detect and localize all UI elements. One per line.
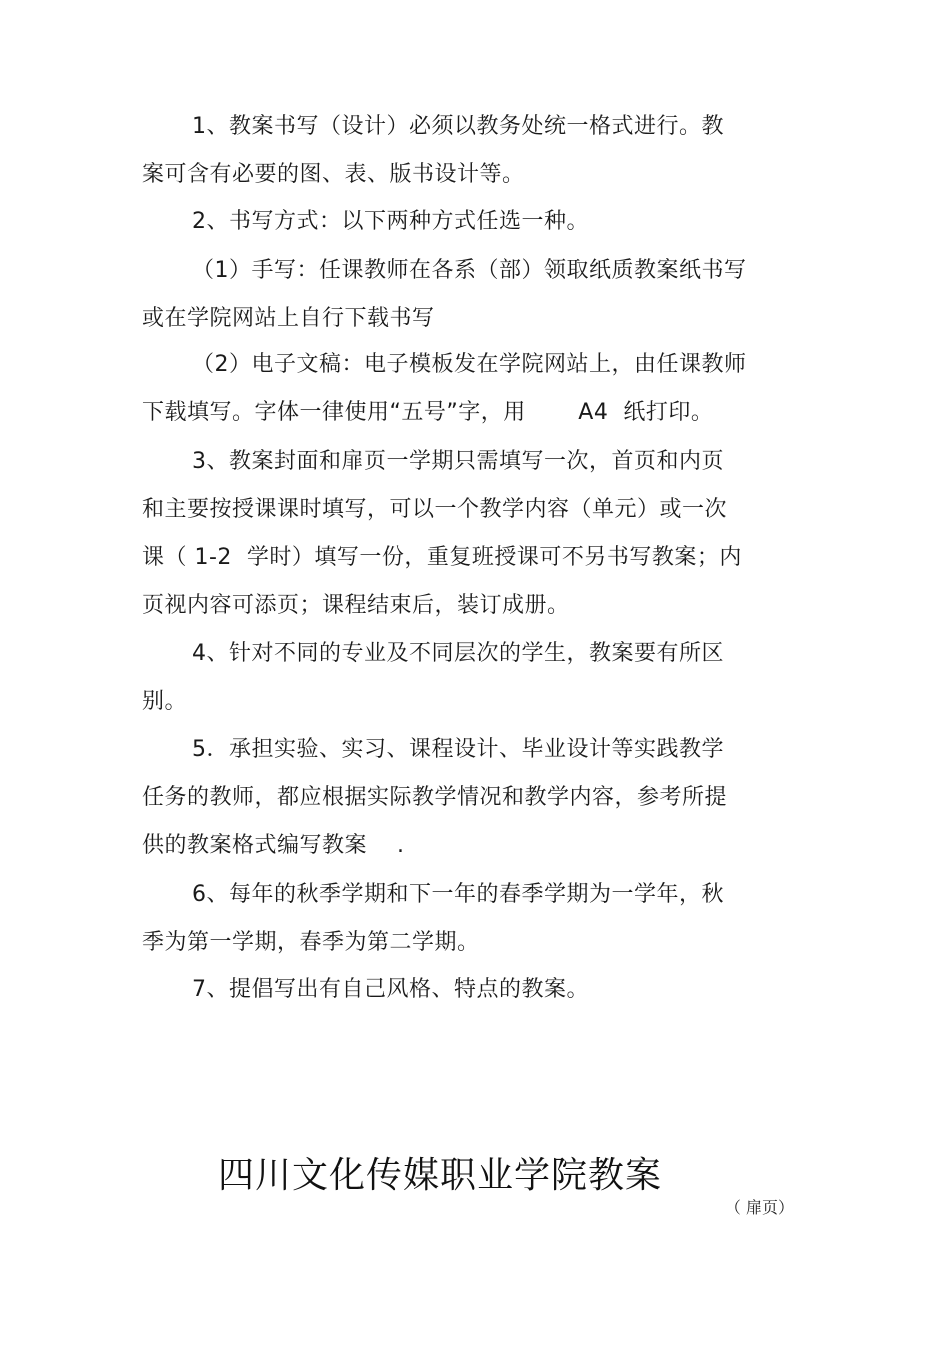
instruction-line: 5．承担实验、实习、课程设计、毕业设计等实践教学 (192, 737, 724, 762)
instruction-line: 任务的教师，都应根据实际教学情况和教学内容，参考所提 (142, 785, 728, 810)
instruction-line: 或在学院网站上自行下载书写 (142, 306, 435, 331)
instruction-line: 和主要按授课课时填写，可以一个教学内容（单元）或一次 (142, 497, 728, 522)
instruction-line: 3、教案封面和扉页一学期只需填写一次，首页和内页 (192, 449, 724, 474)
instruction-line: 1、教案书写（设计）必须以教务处统一格式进行。教 (192, 114, 724, 139)
instruction-line: 课（ 1-2 学时）填写一份，重复班授课可不另书写教案；内 (142, 545, 742, 570)
instruction-line: 季为第一学期，春季为第二学期。 (142, 930, 480, 955)
instruction-line: 2、书写方式：以下两种方式任选一种。 (192, 209, 589, 234)
instruction-line: 供的教案格式编写教案 . (142, 833, 405, 858)
instruction-line: （2）电子文稿：电子模板发在学院网站上，由任课教师 (192, 352, 747, 377)
instruction-line: 别。 (142, 689, 188, 714)
instruction-line: 4、针对不同的专业及不同层次的学生，教案要有所区 (192, 641, 724, 666)
instruction-line: 7、提倡写出有自己风格、特点的教案。 (192, 977, 589, 1002)
document-title: 四川文化传媒职业学院教案 (217, 1155, 662, 1196)
instruction-line: 案可含有必要的图、表、版书设计等。 (142, 162, 525, 187)
instruction-line: 6、每年的秋季学期和下一年的春季学期为一学年，秋 (192, 882, 724, 907)
page-label: （ 扉页） (724, 1198, 794, 1217)
instruction-line: （1）手写：任课教师在各系（部）领取纸质教案纸书写 (192, 258, 747, 283)
instruction-line: 下载填写。字体一律使用“五号”字，用 A4 纸打印。 (142, 400, 714, 425)
instruction-line: 页视内容可添页；课程结束后，装订成册。 (142, 593, 570, 618)
